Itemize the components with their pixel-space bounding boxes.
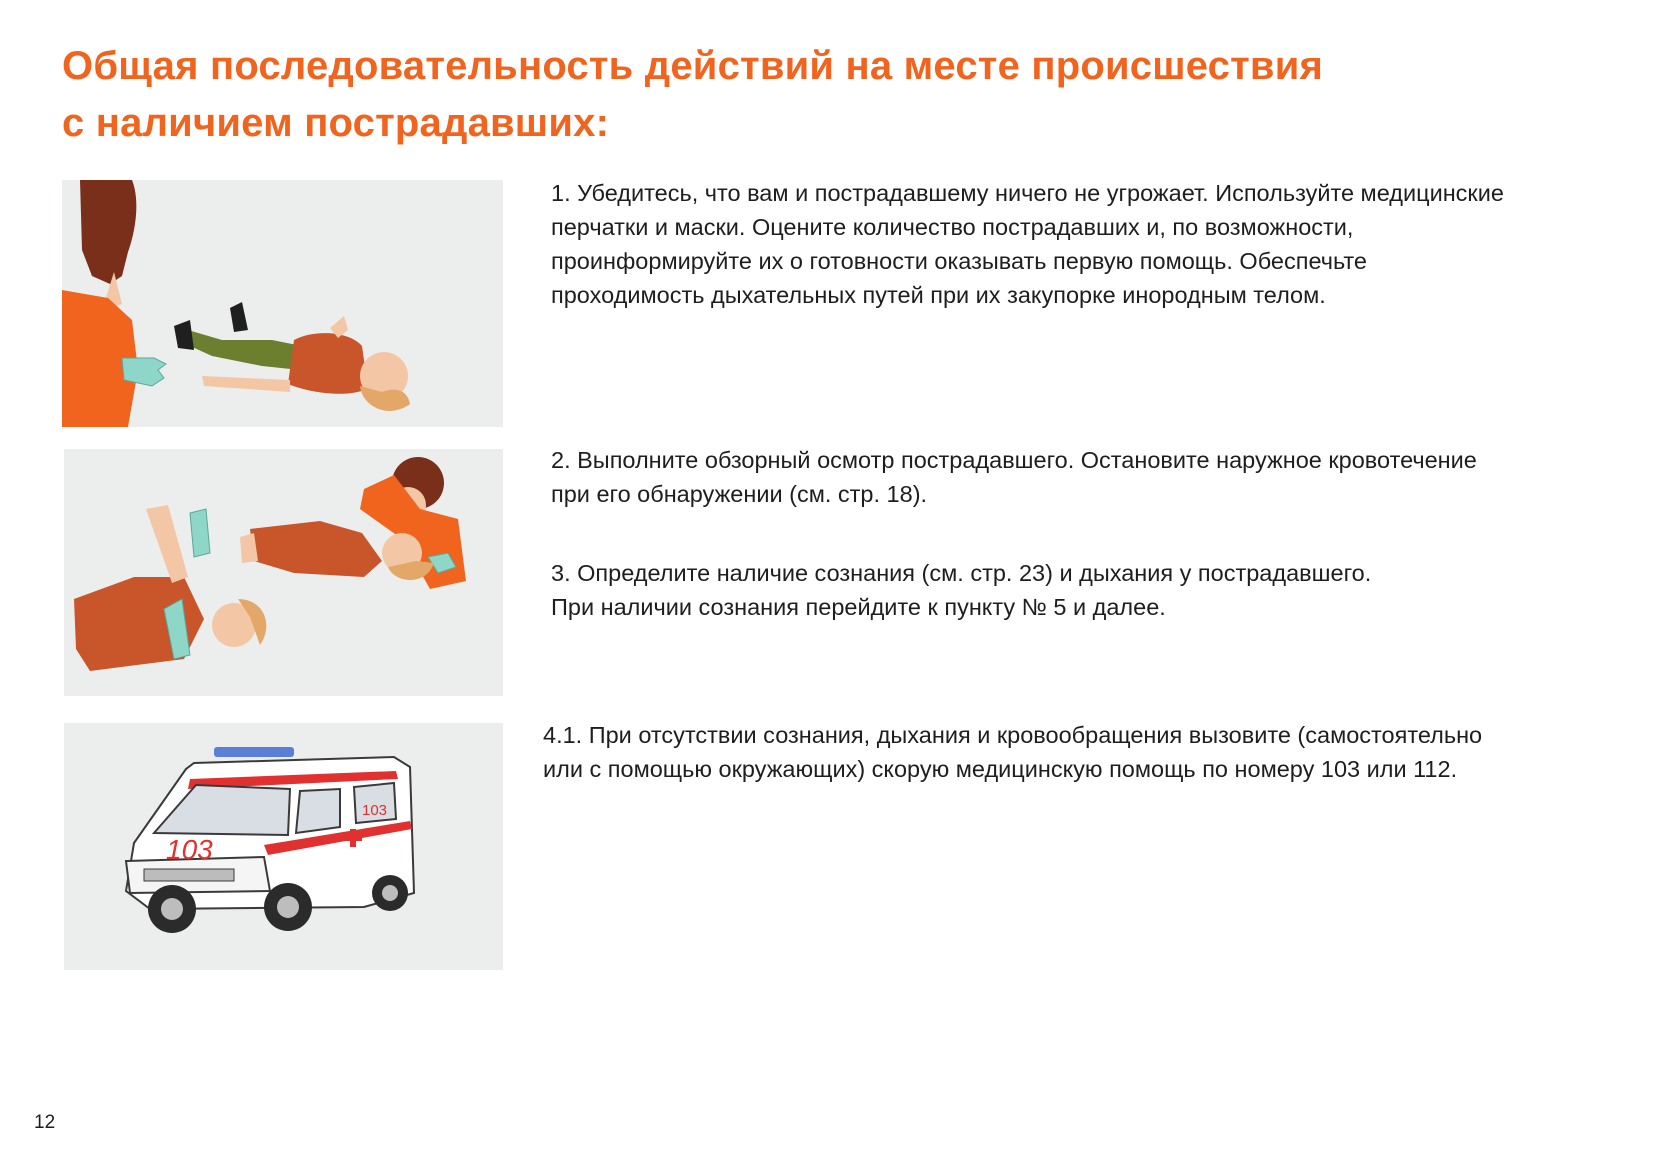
step-3-line-1: 3. Определите наличие сознания (см. стр. 23) и дыхания у пострадавшего. xyxy=(551,560,1372,586)
victim-shoe-2 xyxy=(230,302,248,332)
step-1-line-4: проходимость дыхательных путей при их закупорке инородным телом. xyxy=(551,282,1326,308)
rescuer-hair xyxy=(80,180,136,284)
step-1-line-1: 1. Убедитесь, что вам и пострадавшему ничего не угрожает. Используйте медицинские xyxy=(551,180,1504,206)
hood-number-label: 103 xyxy=(166,834,213,865)
victim-trousers xyxy=(188,330,302,370)
step-4-paragraph xyxy=(543,718,1583,786)
step-3-line-2: При наличии сознания перейдите к пункту № 5 и далее. xyxy=(551,594,1166,620)
rescuer-approaching-victim-illustration xyxy=(62,180,503,427)
victim-shoe xyxy=(174,320,194,350)
step-4-line-2: или с помощью окружающих) скорую медицинскую помощь по номеру 103 или 112. xyxy=(543,756,1458,782)
ambulance-illustration xyxy=(64,723,503,970)
step-2-line-1: 2. Выполните обзорный осмотр пострадавшего. Остановите наружное кровотечение xyxy=(551,447,1477,473)
front-wheel-hub xyxy=(161,898,183,920)
ambulance-svg xyxy=(64,723,503,970)
rescuer-arm xyxy=(146,505,188,583)
grille xyxy=(144,869,234,881)
side-number-label: 103 xyxy=(362,802,388,819)
victim-shirt xyxy=(288,333,368,394)
page-title xyxy=(62,38,1542,152)
page-title-line-2: с наличием пострадавших: xyxy=(62,101,610,145)
step-1-line-2: перчатки и маски. Оцените количество пострадавших и, по возможности, xyxy=(551,214,1354,240)
scene-assess-safety-svg xyxy=(62,180,503,427)
page-title-line-1: Общая последовательность действий на месте происшествия xyxy=(62,44,1324,88)
victim-arm-out xyxy=(202,376,290,392)
step-2-paragraph xyxy=(551,443,1581,511)
step-4-line-1: 4.1. При отсутствии сознания, дыхания и кровообращения вызовите (самостоятельно xyxy=(543,722,1483,748)
victim-shirt xyxy=(250,521,382,577)
glove-icon xyxy=(190,509,210,557)
step-3-paragraph xyxy=(551,556,1581,624)
side-window xyxy=(296,789,340,833)
scene-examination-svg xyxy=(64,449,503,696)
step-1-line-3: проинформируйте их о готовности оказывать первую помощь. Обеспечьте xyxy=(551,248,1367,274)
siren-light xyxy=(214,747,294,757)
page-number: 12 xyxy=(34,1112,56,1133)
step-2-line-2: при его обнаружении (см. стр. 18). xyxy=(551,481,928,507)
middle-wheel-hub xyxy=(277,896,299,918)
rear-wheel-hub xyxy=(382,885,398,901)
victim-examination-illustration xyxy=(64,449,503,696)
step-1-paragraph xyxy=(551,176,1581,312)
